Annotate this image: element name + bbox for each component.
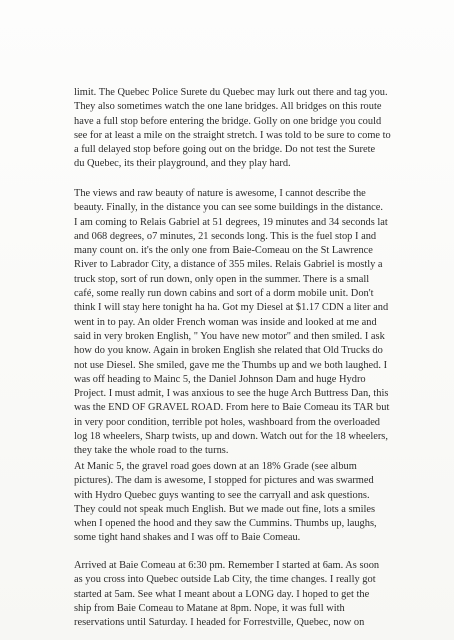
text-line: see for at least a mile on the straight stretch. I was told to be sure to come to xyxy=(74,129,391,141)
text-line: with Hydro Quebec guys wanting to see the carryall and ask questions. xyxy=(74,489,370,501)
text-line: started at 5am. See what I meant about a LONG day. I hoped to get the xyxy=(74,588,370,600)
text-line: in very poor condition, terrible pot holes, washboard from the overloaded xyxy=(74,416,381,428)
text-line: was off heading to Mainc 5, the Daniel Johnson Dam and huge Hydro xyxy=(74,373,366,385)
text-line: ship from Baie Comeau to Matane at 8pm. Nope, it was full with xyxy=(74,602,345,614)
text-line: as you cross into Quebec outside Lab City, the time changes. I really got xyxy=(74,574,376,586)
text-line: think I will stay here tonight ha ha. Got my Diesel at $1.17 CDN a liter and xyxy=(74,302,389,314)
text-line: they take the whole road to the turns. xyxy=(74,445,229,457)
paragraph-4 xyxy=(74,559,422,630)
text-line: River to Labrador City, a distance of 355 miles. Relais Gabriel is mostly a xyxy=(74,259,383,271)
text-line: Project. I must admit, I was anxious to see the huge Arch Buttress Dan, this xyxy=(74,388,389,400)
text-line: said in very broken English, " You have new motor" and then smiled. I ask xyxy=(74,330,385,342)
text-line: pictures). The dam is awesome, I stopped for pictures and was swarmed xyxy=(74,475,374,487)
text-line: reservations until Saturday. I headed for Forrestville, Quebec, now on xyxy=(74,617,365,629)
text-line: log 18 wheelers, Sharp twists, up and down. Watch out for the 18 wheelers, xyxy=(74,431,388,443)
text-line: café, some really run down cabins and sort of a dorm mobile unit. Don't xyxy=(74,288,374,300)
text-line: how do you know. Again in broken English she related that Old Trucks do xyxy=(74,345,383,357)
paragraph-2 xyxy=(74,187,422,459)
text-line: Arrived at Baie Comeau at 6:30 pm. Remember I started at 6am. As soon xyxy=(74,560,380,571)
text-line: have a full stop before entering the bridge. Golly on one bridge you could xyxy=(74,115,382,127)
text-line: a full delayed stop before going out on the bridge. Do not test the Surete xyxy=(74,144,376,156)
text-line: many count on. it's the only one from Baie-Comeau on the St Lawrence xyxy=(74,245,373,257)
text-line: when I opened the hood and they saw the Cummins. Thumbs up, laughs, xyxy=(74,518,377,530)
paragraph-3 xyxy=(74,460,422,546)
text-line: was the END OF GRAVEL ROAD. From here to Baie Comeau its TAR but xyxy=(74,402,390,414)
text-line: du Quebec, its their playground, and they play hard. xyxy=(74,158,291,170)
text-line: They also sometimes watch the one lane bridges. All bridges on this route xyxy=(74,101,382,113)
paragraph-1 xyxy=(74,86,422,172)
text-line: They could not speak much English. But we made out fine, lots a smiles xyxy=(74,503,376,515)
text-line: At Manic 5, the gravel road goes down at an 18% Grade (see album xyxy=(74,461,357,472)
text-line: not use Diesel. She smiled, gave me the Thumbs up and we both laughed. I xyxy=(74,359,388,371)
text-line: The views and raw beauty of nature is awesome, I cannot describe the xyxy=(74,188,366,199)
text-line: I am coming to Relais Gabriel at 51 degrees, 19 minutes and 34 seconds lat xyxy=(74,216,388,228)
text-line: limit. The Quebec Police Surete du Quebec may lurk out there and tag you. xyxy=(74,87,388,98)
text-line: and 068 degrees, o7 minutes, 21 seconds long. This is the fuel stop I and xyxy=(74,230,377,242)
text-line: went in to pay. An older French woman was inside and looked at me and xyxy=(74,316,377,328)
text-line: truck stop, sort of run down, only open in the summer. There is a small xyxy=(74,273,370,285)
text-line: some tight hand shakes and I was off to Baie Comeau. xyxy=(74,532,301,544)
text-line: beauty. Finally, in the distance you can see some buildings in the distance. xyxy=(74,202,384,214)
